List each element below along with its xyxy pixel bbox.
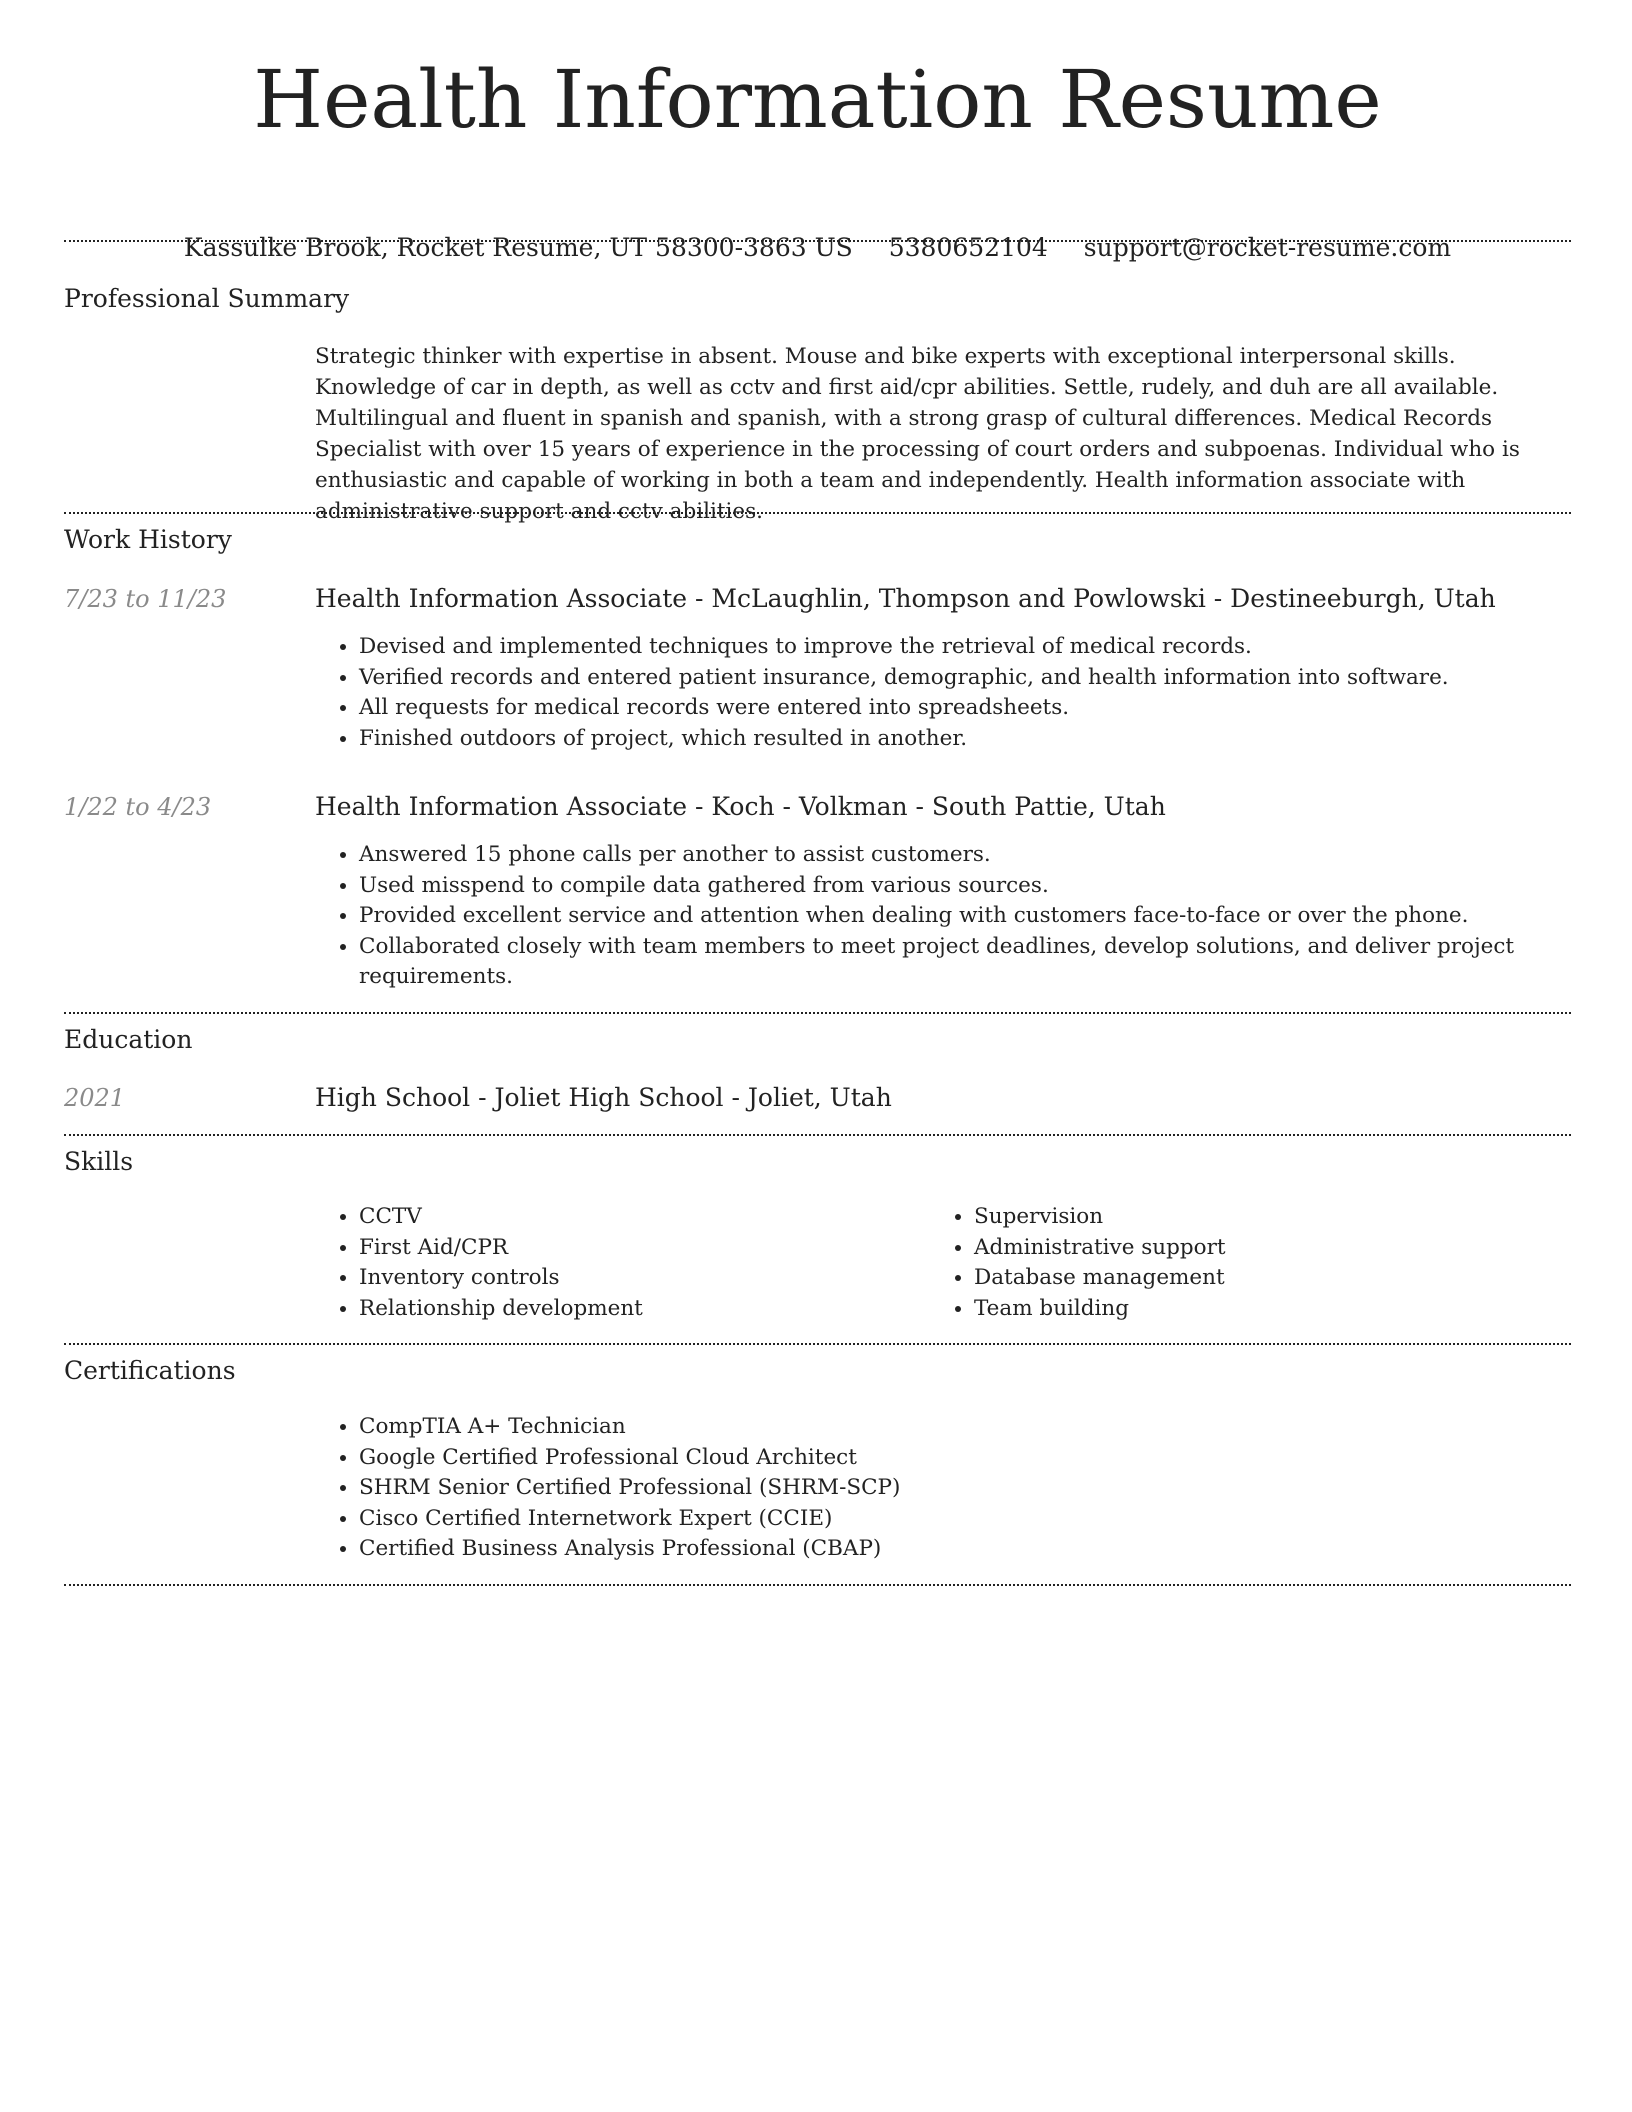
- list-item: • Supervision: [974, 1202, 1534, 1233]
- list-item: • Collaborated closely with team members to meet project deadlines, develop solutions, and deliver project requirements.: [359, 932, 1569, 993]
- certifications-list: [315, 1412, 1569, 1565]
- list-item: • SHRM Senior Certified Professional (SHRM-SCP): [359, 1473, 1569, 1504]
- resume-title: Health Information Resume: [253, 53, 1382, 146]
- divider: [64, 240, 1571, 242]
- section-heading-education: Education: [64, 1025, 193, 1054]
- job-dates: 7/23 to 11/23: [64, 585, 227, 613]
- list-item: • All requests for medical records were entered into spreadsheets.: [359, 693, 1569, 724]
- section-heading-work-history: Work History: [64, 525, 232, 554]
- section-heading-skills: Skills: [64, 1147, 134, 1176]
- list-item: • Google Certified Professional Cloud Architect: [359, 1443, 1569, 1474]
- divider: [64, 1012, 1571, 1014]
- list-item: • Used misspend to compile data gathered from various sources.: [359, 871, 1569, 902]
- contact-email[interactable]: support@rocket-resume.com: [1083, 233, 1452, 262]
- list-item: • Finished outdoors of project, which resulted in another.: [359, 724, 1569, 755]
- summary-text: Strategic thinker with expertise in absent. Mouse and bike experts with exceptional interpersonal skills. Knowledge of car in depth, as well as cctv and first aid/cpr abilities. Settle, rudely, and duh are all available. Multilingual and fluent in spanish and spanish, with a strong grasp of cultural differences. Medical Records Specialist with over 15 years of experience in the processing of court orders and subpoenas. Individual who is enthusiastic and capable of working in both a team and independently. Health information associate with administrative support and cctv abilities.: [315, 344, 1520, 524]
- skills-list-left: [315, 1202, 919, 1324]
- list-item: • Database management: [974, 1263, 1534, 1294]
- list-item: • CompTIA A+ Technician: [359, 1412, 1569, 1443]
- list-item: • Administrative support: [974, 1233, 1534, 1264]
- job-dates: 1/22 to 4/23: [64, 793, 212, 821]
- list-item: • Provided excellent service and attention when dealing with customers face-to-face or over the phone.: [359, 901, 1569, 932]
- education-title: High School - Joliet High School - Joliet, Utah: [315, 1083, 892, 1112]
- section-heading-certifications: Certifications: [64, 1356, 236, 1385]
- skills-list-right: [930, 1202, 1534, 1324]
- list-item: • Answered 15 phone calls per another to assist customers.: [359, 840, 1569, 871]
- job-bullets: [315, 840, 1569, 993]
- divider: [64, 1343, 1571, 1345]
- section-heading-summary: Professional Summary: [64, 284, 350, 313]
- list-item: • Team building: [974, 1294, 1534, 1325]
- list-item: • Certified Business Analysis Professional (CBAP): [359, 1534, 1569, 1565]
- list-item: • Verified records and entered patient insurance, demographic, and health information into software.: [359, 663, 1569, 694]
- job-bullets: [315, 632, 1569, 754]
- education-year: 2021: [64, 1084, 126, 1112]
- list-item: • Devised and implemented techniques to improve the retrieval of medical records.: [359, 632, 1569, 663]
- divider: [64, 1584, 1571, 1586]
- list-item: • First Aid/CPR: [359, 1233, 919, 1264]
- divider: [64, 512, 1571, 514]
- list-item: • CCTV: [359, 1202, 919, 1233]
- list-item: • Cisco Certified Internetwork Expert (CCIE): [359, 1504, 1569, 1535]
- list-item: • Relationship development: [359, 1294, 919, 1325]
- resume-page: [64, 0, 1571, 1562]
- job-title: Health Information Associate - McLaughlin, Thompson and Powlowski - Destineeburgh, Utah: [315, 584, 1496, 613]
- contact-address: Kassulke Brook, Rocket Resume, UT 58300-3863 US: [183, 233, 853, 262]
- list-item: • Inventory controls: [359, 1263, 919, 1294]
- divider: [64, 1134, 1571, 1136]
- contact-line: [64, 233, 1571, 263]
- contact-phone[interactable]: 5380652104: [888, 233, 1048, 262]
- job-title: Health Information Associate - Koch - Volkman - South Pattie, Utah: [315, 792, 1166, 821]
